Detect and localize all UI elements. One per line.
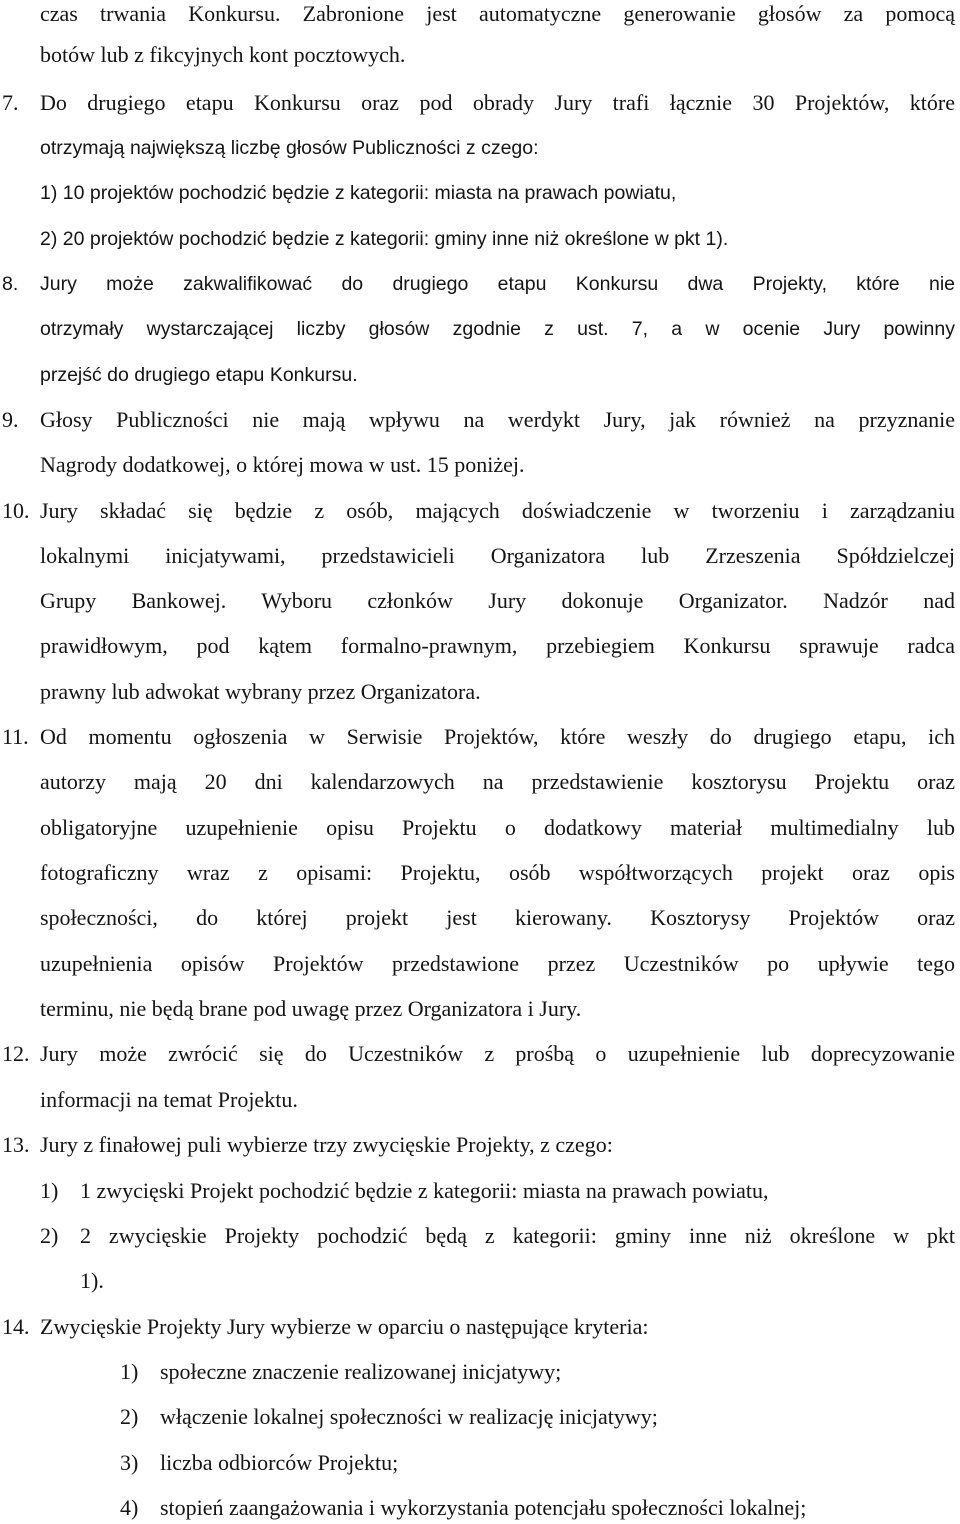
paragraph-line: autorzy mają 20 dni kalendarzowych na przedstawienie kosztorysu Projektu oraz [40, 769, 955, 794]
paragraph-line: Grupy Bankowej. Wyboru członków Jury dokonuje Organizator. Nadzór nad [40, 588, 955, 613]
paragraph-line: fotograficzny wraz z opisami: Projektu, osób współtworzących projekt oraz opis [40, 860, 955, 885]
list-number: 13. [2, 1132, 30, 1157]
paragraph-line: obligatoryjne uzupełnienie opisu Projektu o dodatkowy materiał multimedialny lub [40, 815, 955, 840]
list-number: 9. [2, 407, 19, 432]
paragraph-line: prawidłowym, pod kątem formalno-prawnym, przebiegiem Konkursu sprawuje radca [40, 633, 955, 658]
criteria-number: 2) [120, 1404, 139, 1429]
sub-item: 2 zwycięskie Projekty pochodzić będą z kategorii: gminy inne niż określone w pkt [80, 1223, 955, 1248]
paragraph-line: terminu, nie będą brane pod uwagę przez Organizatora i Jury. [40, 996, 582, 1021]
paragraph-line: Od momentu ogłoszenia w Serwisie Projektów, które weszły do drugiego etapu, ich [40, 724, 955, 749]
criteria-item: włączenie lokalnej społeczności w realizację inicjatywy; [160, 1404, 658, 1429]
paragraph-line: Nagrody dodatkowej, o której mowa w ust. 15 poniżej. [40, 452, 525, 477]
list-number: 12. [2, 1041, 30, 1066]
sub-item-number: 2) [40, 1223, 59, 1248]
paragraph-line: Jury może zakwalifikować do drugiego etapu Konkursu dwa Projekty, które nie [40, 273, 955, 295]
paragraph-line: prawny lub adwokat wybrany przez Organizatora. [40, 679, 481, 704]
paragraph-line: przejść do drugiego etapu Konkursu. [40, 364, 358, 386]
list-number: 10. [2, 498, 30, 523]
sub-item: 1) 10 projektów pochodzić będzie z kategorii: miasta na prawach powiatu, [40, 182, 677, 204]
paragraph-line: społeczności, do której projekt jest kierowany. Kosztorysy Projektów oraz [40, 905, 955, 930]
list-number: 11. [2, 724, 29, 749]
paragraph-line: lokalnymi inicjatywami, przedstawicieli Organizatora lub Zrzeszenia Spółdzielczej [40, 543, 955, 568]
paragraph-line: Do drugiego etapu Konkursu oraz pod obrady Jury trafi łącznie 30 Projektów, które [40, 90, 955, 115]
criteria-item: stopień zaangażowania i wykorzystania potencjału społeczności lokalnej; [160, 1495, 807, 1520]
paragraph-line: Jury może zwrócić się do Uczestników z prośbą o uzupełnienie lub doprecyzowanie [40, 1041, 955, 1066]
paragraph-line: uzupełnienia opisów Projektów przedstawione przez Uczestników po upływie tego [40, 951, 955, 976]
paragraph-line: Jury składać się będzie z osób, mających doświadczenie w tworzeniu i zarządzaniu [40, 498, 955, 523]
sub-item: 2) 20 projektów pochodzić będzie z kategorii: gminy inne niż określone w pkt 1). [40, 228, 729, 250]
criteria-number: 3) [120, 1450, 139, 1475]
paragraph-line: Głosy Publiczności nie mają wpływu na werdykt Jury, jak również na przyznanie [40, 407, 955, 432]
list-number: 8. [2, 273, 19, 295]
criteria-number: 1) [120, 1359, 139, 1384]
criteria-item: społeczne znaczenie realizowanej inicjatywy; [160, 1359, 562, 1384]
sub-item: 1 zwycięski Projekt pochodzić będzie z kategorii: miasta na prawach powiatu, [80, 1178, 769, 1203]
list-number: 7. [2, 90, 19, 115]
paragraph-line: botów lub z fikcyjnych kont pocztowych. [40, 42, 406, 67]
sub-item-continuation: 1). [80, 1268, 104, 1293]
list-number: 14. [2, 1314, 30, 1339]
paragraph-line: Jury z finałowej puli wybierze trzy zwycięskie Projekty, z czego: [40, 1132, 613, 1157]
paragraph-line: Zwycięskie Projekty Jury wybierze w oparciu o następujące kryteria: [40, 1314, 649, 1339]
paragraph-line: czas trwania Konkursu. Zabronione jest automatyczne generowanie głosów za pomocą [40, 1, 955, 26]
criteria-item: liczba odbiorców Projektu; [160, 1450, 399, 1475]
paragraph-line: informacji na temat Projektu. [40, 1087, 298, 1112]
sub-item-number: 1) [40, 1178, 59, 1203]
paragraph-line: otrzymają największą liczbę głosów Publiczności z czego: [40, 137, 539, 159]
paragraph-line: otrzymały wystarczającej liczby głosów zgodnie z ust. 7, a w ocenie Jury powinny [40, 318, 955, 340]
criteria-number: 4) [120, 1495, 139, 1520]
